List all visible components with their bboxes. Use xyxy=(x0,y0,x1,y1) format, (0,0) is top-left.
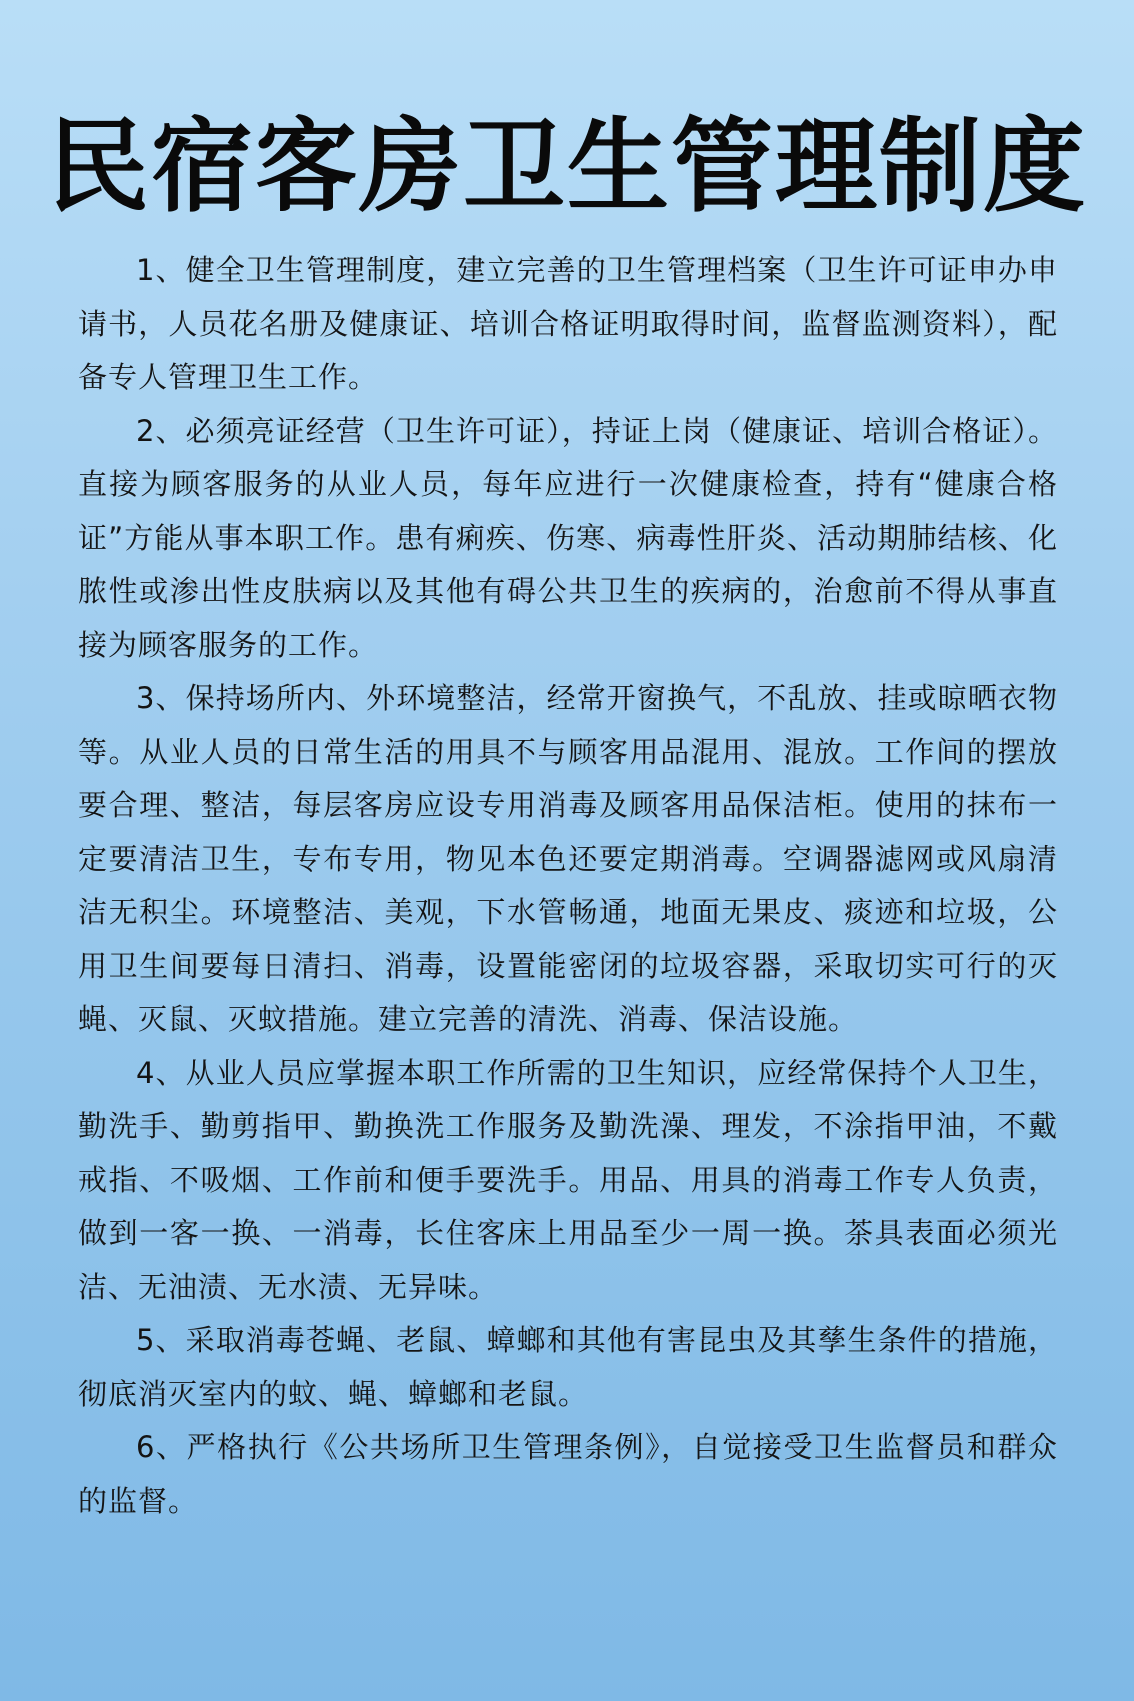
page-title: 民宿客房卫生管理制度 xyxy=(47,108,1087,227)
regulation-item-5: 5、采取消毒苍蝇、老鼠、蟑螂和其他有害昆虫及其孳生条件的措施，彻底消灭室内的蚊、蝇、蟑螂和老鼠。 xyxy=(78,1323,1058,1411)
regulation-item-6: 6、严格执行《公共场所卫生管理条例》，自觉接受卫生监督员和群众的监督。 xyxy=(78,1430,1058,1518)
regulation-item-2: 2、必须亮证经营（卫生许可证），持证上岗（健康证、培训合格证）。直接为顾客服务的从业人员，每年应进行一次健康检查，持有“健康合格证”方能从事本职工作。患有痢疾、伤寒、病毒性肝炎、活动期肺结核、化脓性或渗出性皮肤病以及其他有碍公共卫生的疾病的，治愈前不得从事直接为顾客服务的工作。 xyxy=(78,413,1058,662)
regulation-item-4: 4、从业人员应掌握本职工作所需的卫生知识，应经常保持个人卫生，勤洗手、勤剪指甲、勤换洗工作服务及勤洗澡、理发，不涂指甲油，不戴戒指、不吸烟、工作前和便手要洗手。用品、用具的消毒工作专人负责，做到一客一换、一消毒，长住客床上用品至少一周一换。茶具表面必须光洁、无油渍、无水渍、无异味。 xyxy=(78,1055,1058,1304)
regulation-item-3: 3、保持场所内、外环境整洁，经常开窗换气，不乱放、挂或晾晒衣物等。从业人员的日常生活的用具不与顾客用品混用、混放。工作间的摆放要合理、整洁，每层客房应设专用消毒及顾客用品保洁柜。使用的抹布一定要清洁卫生，专布专用，物见本色还要定期消毒。空调器滤网或风扇清洁无积尘。环境整洁、美观，下水管畅通，地面无果皮、痰迹和垃圾，公用卫生间要每日清扫、消毒，设置能密闭的垃圾容器，采取切实可行的灭蝇、灭鼠、灭蚊措施。建立完善的清洗、消毒、保洁设施。 xyxy=(78,681,1058,1036)
regulation-item-1: 1、健全卫生管理制度，建立完善的卫生管理档案（卫生许可证申办申请书，人员花名册及健康证、培训合格证明取得时间，监督监测资料），配备专人管理卫生工作。 xyxy=(78,253,1058,394)
regulation-body xyxy=(78,244,1058,1528)
